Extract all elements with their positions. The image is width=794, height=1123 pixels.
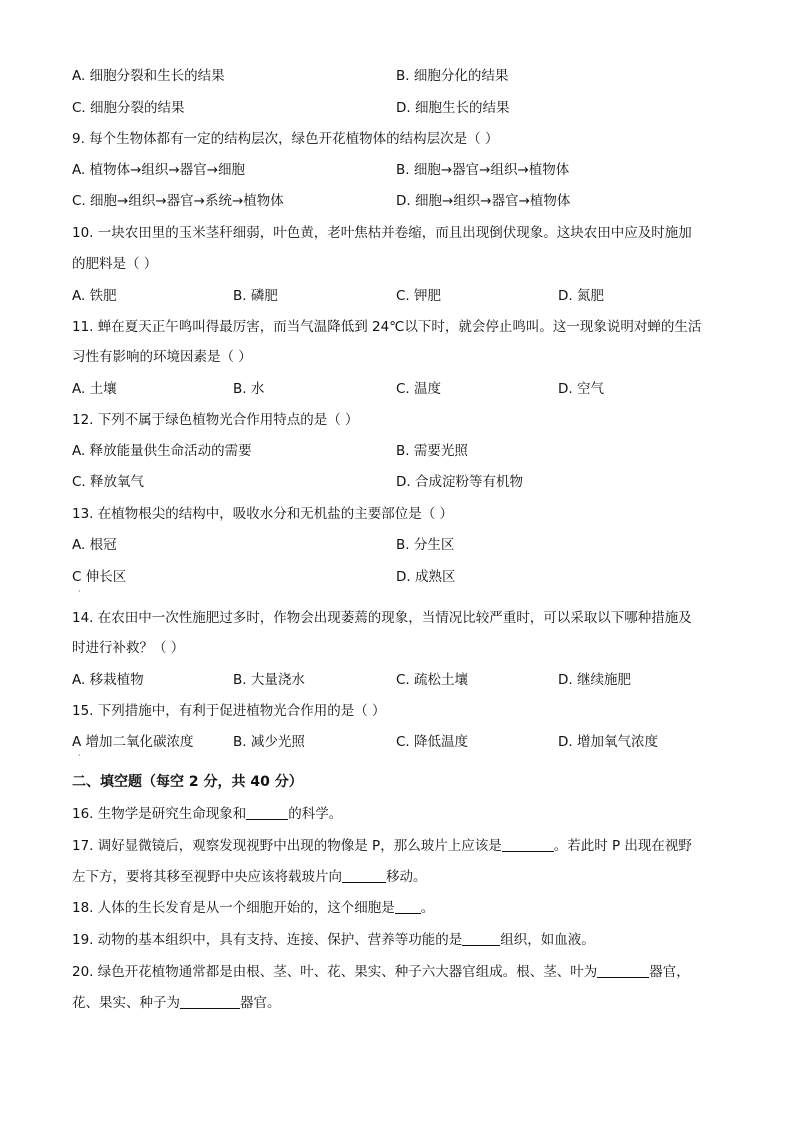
q13-stem: 13. 在植物根尖的结构中，吸收水分和无机盐的主要部位是（ ） [72, 506, 454, 522]
q20-line2-post: 器官。 [240, 995, 281, 1011]
q15-option-d: D. 增加氧气浓度 [558, 734, 658, 750]
q11-option-a: A. 土壤 [72, 381, 117, 397]
q20-text-pre: 20. 绿色开花植物通常都是由根、茎、叶、花、果实、种子六大器官组成。根、茎、叶为 [72, 964, 598, 980]
q19 [72, 931, 595, 949]
q9-option-d: D. 细胞→组织→器官→植物体 [396, 193, 571, 209]
q17-line2-post: 移动。 [386, 869, 427, 885]
q12-option-c: C. 释放氧气 [72, 474, 145, 490]
q17-blank-1[interactable] [502, 837, 554, 852]
q14-stem-line1: 14. 在农田中一次性施肥过多时，作物会出现萎蔫的现象，当情况比较严重时，可以采取以下哪种措施及 [72, 610, 692, 626]
q19-blank[interactable] [462, 931, 500, 946]
q19-text-post: 组织，如血液。 [500, 932, 595, 948]
q13-option-a: A. 根冠 [72, 537, 117, 553]
q10-option-b: B. 磷肥 [233, 288, 278, 304]
q20-line1 [72, 963, 690, 981]
q20-line2-pre: 花、果实、种子为 [72, 995, 180, 1011]
q10-stem-line2: 的肥料是（ ） [72, 256, 158, 272]
q17-line2-pre: 左下方，要将其移至视野中央应该将载玻片向 [72, 869, 342, 885]
q10-option-c: C. 钾肥 [396, 288, 442, 304]
q16 [72, 805, 342, 823]
q16-text-post: 的科学。 [288, 806, 343, 822]
q9-option-b: B. 细胞→器官→组织→植物体 [396, 162, 570, 178]
q13-option-c: C 伸长区 [72, 569, 127, 585]
q16-blank[interactable] [246, 805, 288, 820]
q15-stem: 15. 下列措施中，有利于促进植物光合作用的是（ ） [72, 703, 386, 719]
small-dot-mark: · [78, 587, 81, 596]
q13-option-b: B. 分生区 [396, 537, 455, 553]
q9-stem: 9. 每个生物体都有一定的结构层次，绿色开花植物体的结构层次是（ ） [72, 131, 499, 147]
q14-option-b: B. 大量浇水 [233, 672, 305, 688]
q10-stem-line1: 10. 一块农田里的玉米茎秆细弱，叶色黄，老叶焦枯并卷缩，而且出现倒伏现象。这块农田中应及时施加 [72, 225, 692, 241]
q14-stem-line2: 时进行补救？（ ） [72, 640, 185, 656]
q20-blank-2[interactable] [180, 994, 240, 1009]
section-title: 二、填空题（每空 2 分，共 40 分） [72, 774, 303, 790]
q18-blank[interactable] [395, 899, 421, 914]
q11-stem-line1: 11. 蝉在夏天正午鸣叫得最厉害，而当气温降低到 24℃以下时，就会停止鸣叫。这一现象说明对蝉的生活 [72, 319, 702, 335]
q18-text-pre: 18. 人体的生长发育是从一个细胞开始的，这个细胞是 [72, 900, 395, 916]
q10-option-a: A. 铁肥 [72, 288, 117, 304]
q20-text-post: 器官， [649, 964, 690, 980]
q9-option-c: C. 细胞→组织→器官→系统→植物体 [72, 193, 284, 209]
q19-text-pre: 19. 动物的基本组织中，具有支持、连接、保护、营养等功能的是 [72, 932, 463, 948]
q18-text-post: 。 [420, 900, 435, 916]
q12-option-b: B. 需要光照 [396, 443, 468, 459]
q10-option-d: D. 氮肥 [558, 288, 604, 304]
q17-text-pre: 17. 调好显微镜后，观察发现视野中出现的物像是 P，那么玻片上应该是 [72, 838, 502, 854]
q11-option-d: D. 空气 [558, 381, 604, 397]
q14-option-c: C. 疏松土壤 [396, 672, 469, 688]
q13-option-d: D. 成熟区 [396, 569, 456, 585]
q8-option-b: B. 细胞分化的结果 [396, 68, 509, 84]
q11-option-b: B. 水 [233, 381, 265, 397]
q15-option-c: C. 降低温度 [396, 734, 469, 750]
q12-stem: 12. 下列不属于绿色植物光合作用特点的是（ ） [72, 412, 359, 428]
q17-blank-2[interactable] [342, 868, 386, 883]
q12-option-a: A. 释放能量供生命活动的需要 [72, 443, 252, 459]
q17-text-mid: 。若此时 P 出现在视野 [553, 838, 692, 854]
q8-option-a: A. 细胞分裂和生长的结果 [72, 68, 225, 84]
q20-line2 [72, 994, 281, 1012]
q8-option-c: C. 细胞分裂的结果 [72, 100, 185, 116]
q18 [72, 899, 434, 917]
q17-line1 [72, 837, 692, 855]
q16-text-pre: 16. 生物学是研究生命现象和 [72, 806, 247, 822]
q20-blank-1[interactable] [597, 963, 649, 978]
q9-option-a: A. 植物体→组织→器官→细胞 [72, 162, 246, 178]
small-dot-mark: · [78, 751, 81, 760]
q17-line2 [72, 868, 427, 886]
q14-option-a: A. 移栽植物 [72, 672, 144, 688]
q11-option-c: C. 温度 [396, 381, 442, 397]
q15-option-a: A 增加二氧化碳浓度 [72, 734, 194, 750]
q14-option-d: D. 继续施肥 [558, 672, 631, 688]
q8-option-d: D. 细胞生长的结果 [396, 100, 510, 116]
q15-option-b: B. 减少光照 [233, 734, 305, 750]
q11-stem-line2: 习性有影响的环境因素是（ ） [72, 349, 252, 365]
q12-option-d: D. 合成淀粉等有机物 [396, 474, 523, 490]
